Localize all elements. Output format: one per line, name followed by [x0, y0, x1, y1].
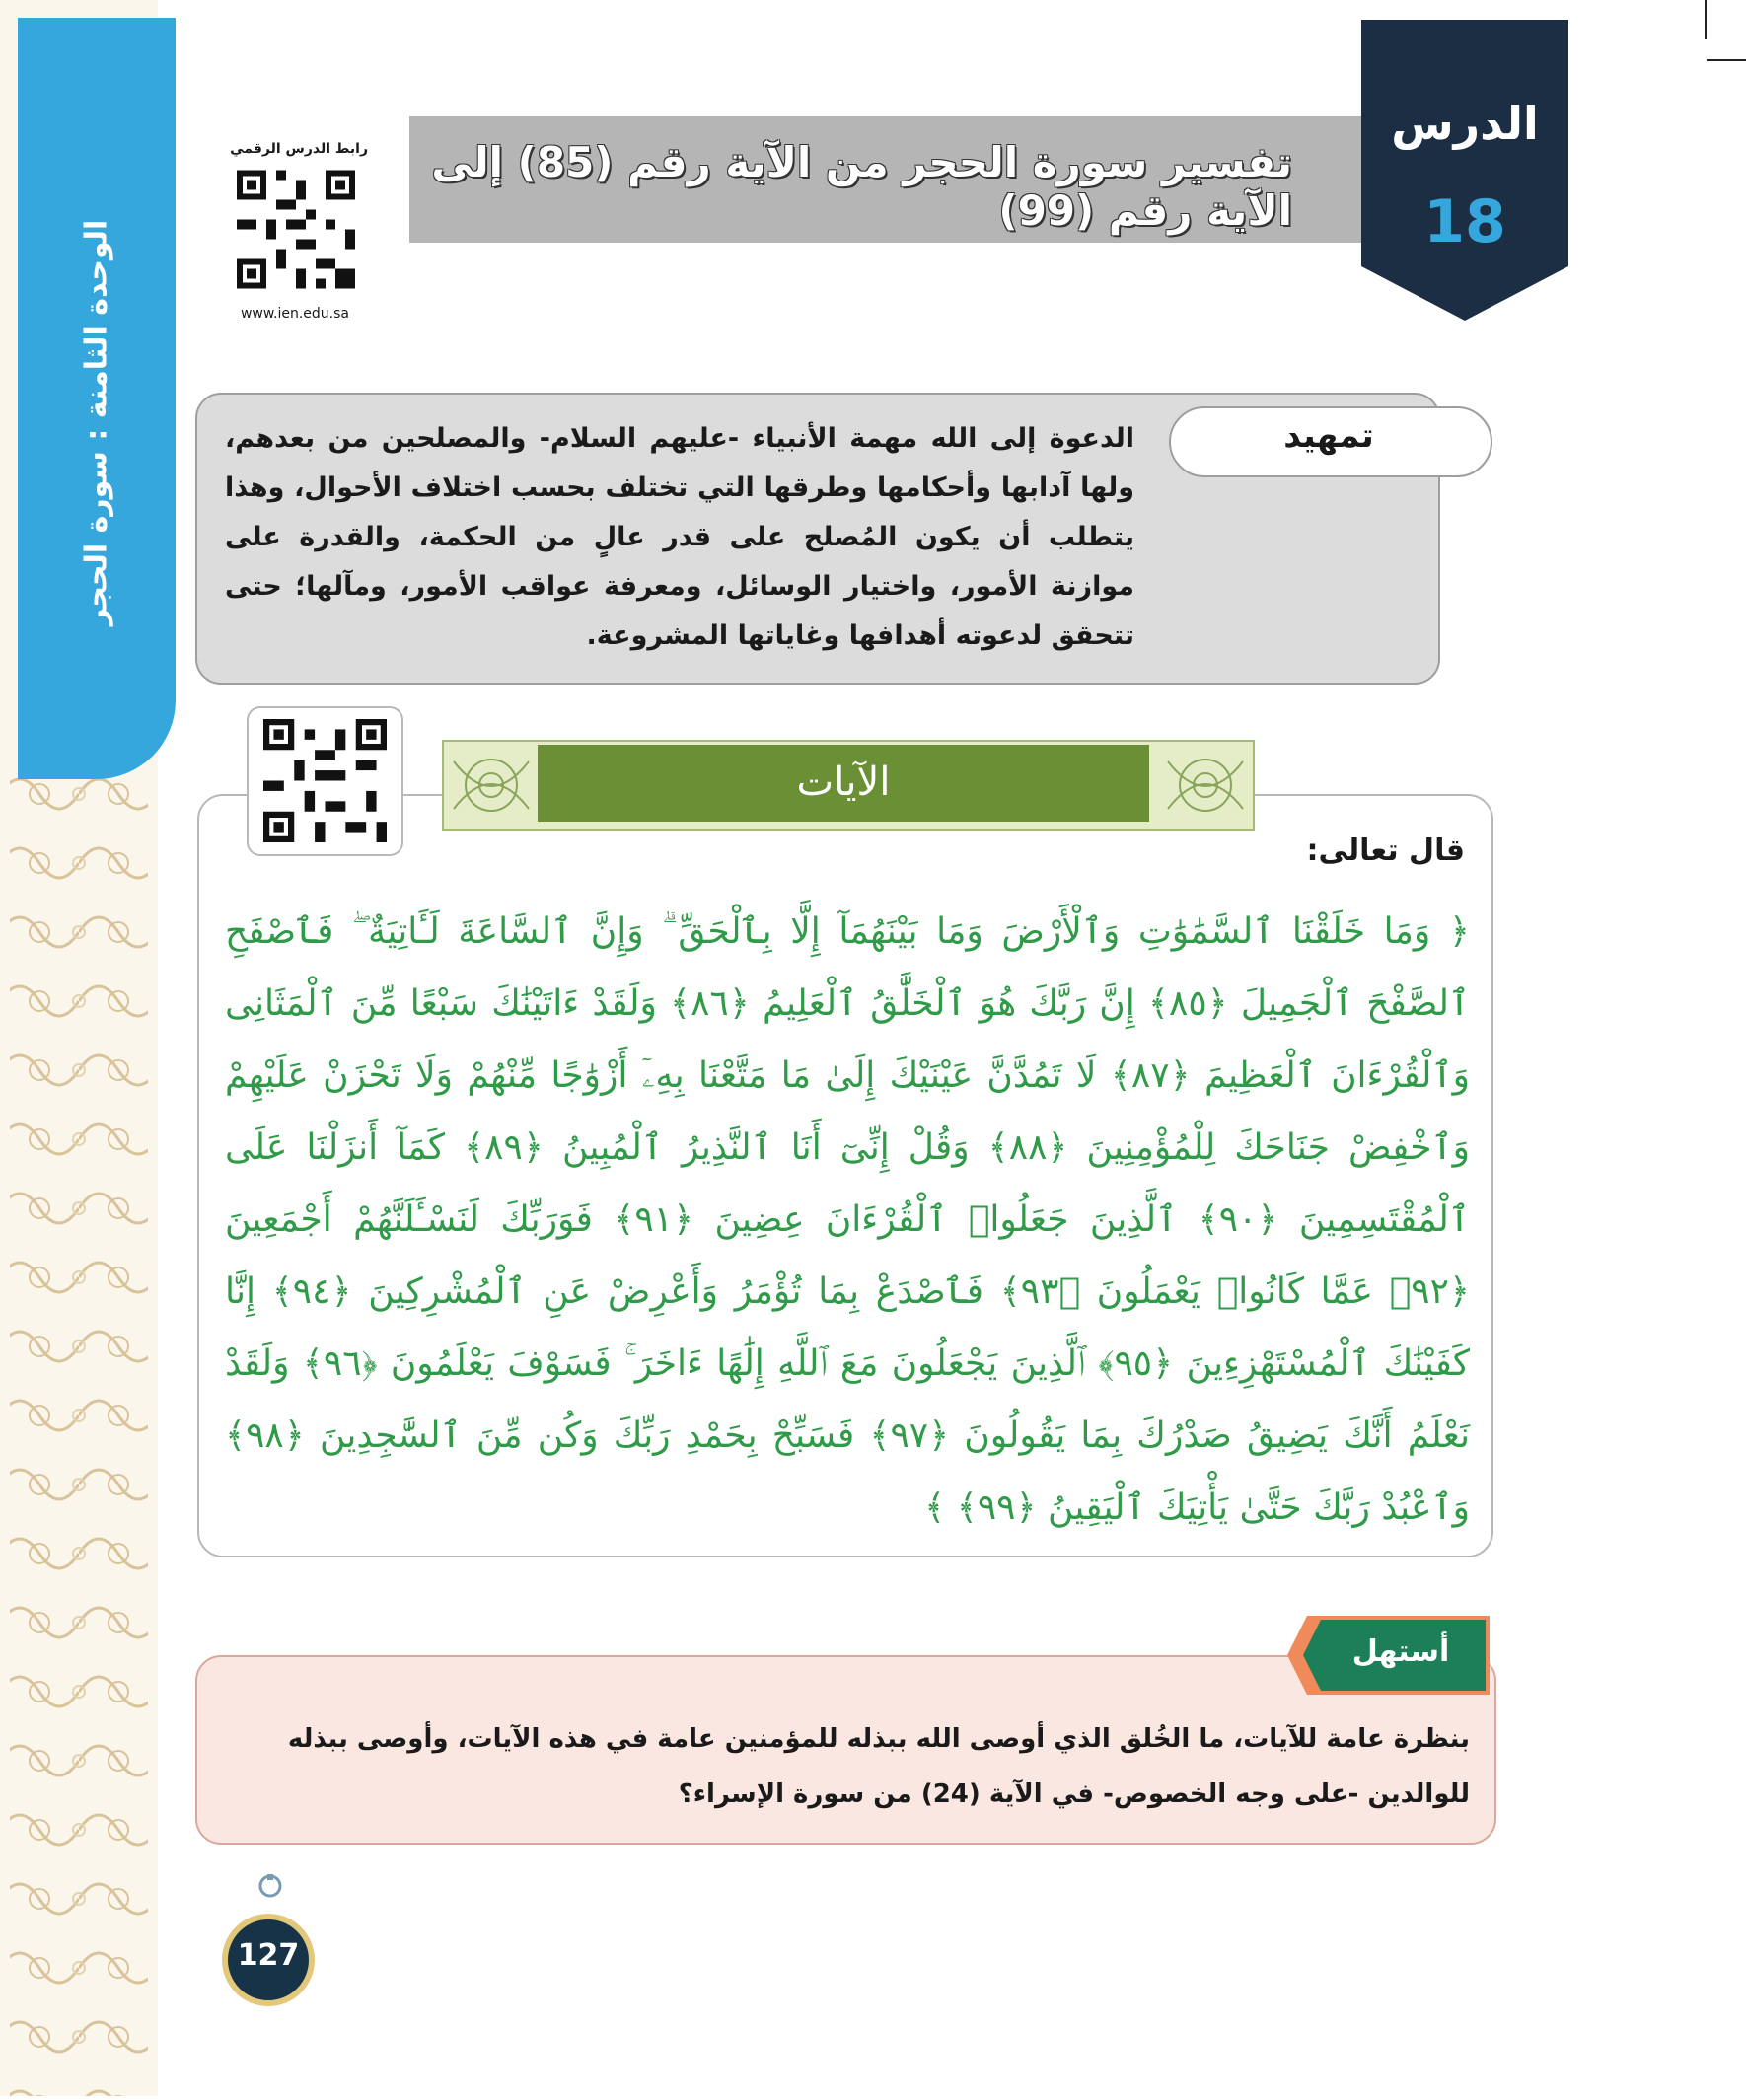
lesson-badge — [1361, 20, 1568, 321]
verses-text: ﴿ وَمَا خَلَقْنَا ٱلسَّمَٰوَٰتِ وَٱلْأَرْضَ وَمَا بَيْنَهُمَآ إِلَّا بِٱلْحَقِّ ۗ وَإِنَّ ٱلسَّاعَةَ لَـَٔاتِيَةٌ ۖ فَٱصْفَحِ ٱلصَّفْحَ ٱلْجَمِيلَ ﴿٨٥﴾ إِنَّ رَبَّكَ هُوَ ٱلْخَلَّٰقُ ٱلْعَلِيمُ ﴿٨٦﴾ وَلَقَدْ ءَاتَيْنَٰكَ سَبْعًا مِّنَ ٱلْمَثَانِى وَٱلْقُرْءَانَ ٱلْعَظِيمَ ﴿٨٧﴾ لَا تَمُدَّنَّ عَيْنَيْكَ إِلَىٰ مَا مَتَّعْنَا بِهِۦٓ أَزْوَٰجًا مِّنْهُمْ وَلَا تَحْزَنْ عَلَيْهِمْ وَٱخْفِضْ جَنَاحَكَ لِلْمُؤْمِنِينَ ﴿٨٨﴾ وَقُلْ إِنِّىٓ أَنَا ٱلنَّذِيرُ ٱلْمُبِينُ ﴿٨٩﴾ كَمَآ أَنزَلْنَا عَلَى ٱلْمُقْتَسِمِينَ ﴿٩٠﴾ ٱلَّذِينَ جَعَلُوا۟ ٱلْقُرْءَانَ عِضِينَ ﴿٩١﴾ فَوَرَبِّكَ لَنَسْـَٔلَنَّهُمْ أَجْمَعِينَ ﴿٩٢﴾ عَمَّا كَانُوا۟ يَعْمَلُونَ ﴿٩٣﴾ فَٱصْدَعْ بِمَا تُؤْمَرُ وَأَعْرِضْ عَنِ ٱلْمُشْرِكِينَ ﴿٩٤﴾ إِنَّا كَفَيْنَٰكَ ٱلْمُسْتَهْزِءِينَ ﴿٩٥﴾ ٱلَّذِينَ يَجْعَلُونَ مَعَ ٱللَّهِ إِلَٰهًا ءَاخَرَ ۚ فَسَوْفَ يَعْلَمُونَ ﴿٩٦﴾ وَلَقَدْ نَعْلَمُ أَنَّكَ يَضِيقُ صَدْرُكَ بِمَا يَقُولُونَ ﴿٩٧﴾ فَسَبِّحْ بِحَمْدِ رَبِّكَ وَكُن مِّنَ ٱلسَّٰجِدِينَ ﴿٩٨﴾ وَٱعْبُدْ رَبَّكَ حَتَّىٰ يَأْتِيَكَ ٱلْيَقِينُ ﴿٩٩﴾ ﴾ — [225, 911, 1471, 1528]
digital-link-url[interactable]: www.ien.edu.sa — [240, 306, 350, 322]
lesson-label: الدرس — [1391, 97, 1539, 150]
crop-mark — [1707, 59, 1746, 61]
intro-text: الدعوة إلى الله مهمة الأنبياء -عليهم السلام- والمصلحين من بعدهم، ولها آدابها وأحكامها وطرقها التي تختلف بحسب اختلاف الأحوال، وهذا يتطلب أن يكون المُصلح على قدر عالٍ من الحكمة، والقدرة على موازنة الأمور، واختيار الوسائل، ومعرفة عواقب الأمور، ومآلها؛ حتى تتحقق لدعوته أهدافها وغاياتها المشروعة. — [225, 423, 1134, 651]
lesson-title: تفسير سورة الحجر من الآية رقم (85) إلى الآية رقم (99) — [431, 138, 1292, 235]
page-emblem-icon — [258, 1872, 282, 1900]
activity-label: أستهل — [1351, 1634, 1450, 1669]
intro-label: تمهيد — [1283, 416, 1374, 456]
lesson-number: 18 — [1423, 187, 1506, 256]
unit-label: الوحدة الثامنة : سورة الحجر — [79, 219, 114, 625]
verses-qr-code-icon[interactable] — [247, 706, 403, 856]
badge-shape — [1361, 20, 1568, 321]
qr-code-icon[interactable] — [237, 168, 355, 291]
activity-text: بنظرة عامة للآيات، ما الخُلق الذي أوصى الله ببذله للمؤمنين عامة في هذه الآيات، وأوصى ببذله للوالدين -على وجه الخصوص- في الآية (24) من سورة الإسراء؟ — [287, 1724, 1470, 1809]
digital-link-label: رابط الدرس الرقمي — [230, 141, 368, 157]
page-number: 127 — [237, 1938, 300, 1973]
unit-sidebar-tab — [18, 18, 176, 779]
verses-intro: قال تعالى: — [1306, 833, 1465, 868]
crop-mark — [1705, 0, 1707, 39]
verses-section-title: الآيات — [796, 760, 891, 805]
